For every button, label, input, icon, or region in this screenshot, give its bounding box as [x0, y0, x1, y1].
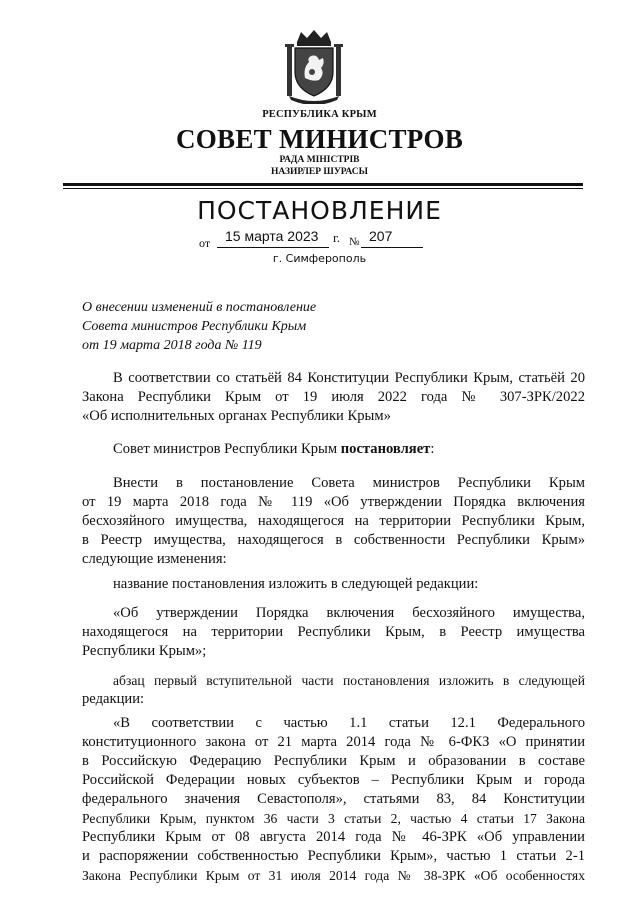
header-rule-thick	[63, 183, 583, 186]
document-city: г. Симферополь	[272, 252, 367, 265]
text-line: В соответствии со статьёй 84 Конституции Республики Крым, статьёй 20	[113, 370, 585, 386]
header-rule-thin	[63, 188, 583, 189]
text-line	[82, 440, 585, 459]
text-line: редакции:	[82, 691, 145, 707]
subject-line: Совета министров Республики Крым	[82, 319, 307, 334]
text-line: от 19 марта 2018 года № 119 «Об утверждении Порядка включения	[82, 494, 585, 510]
text-line: конституционного закона от 21 марта 2014 года № 6-ФКЗ «О принятии	[82, 734, 585, 750]
text-line: Внести в постановление Совета министров Республики Крым	[113, 475, 585, 491]
intro-paragraph	[82, 474, 585, 569]
decree-text: Совет министров Республики Крым	[113, 441, 341, 457]
text-line: «Об исполнительных органах Республики Крым»	[82, 408, 391, 424]
text-line: название постановления изложить в следующей редакции:	[113, 576, 479, 592]
text-line: и распоряжении собственностью Республики Крым», частью 1 статьи 2-1	[82, 848, 585, 864]
document-subject	[82, 298, 402, 355]
number-sign: №	[349, 236, 360, 248]
text-line: в Российскую Федерацию Республики Крым и образовании в составе	[82, 753, 585, 769]
item1-quote-paragraph	[82, 604, 585, 661]
council-title-ua: РАДА МІНІСТРІВ	[279, 155, 360, 165]
document-date: 15 марта 2023	[225, 228, 319, 244]
document-number: 207	[369, 228, 393, 244]
date-underline	[217, 247, 329, 248]
republic-name: РЕСПУБЛИКА КРЫМ	[262, 109, 377, 120]
text-line: Республики Крым»;	[82, 643, 207, 659]
text-line: Республики Крым, пунктом 36 части 3 статьи 2, частью 4 статьи 17 Закона	[82, 811, 585, 826]
text-line: абзац первый вступительной части постановления изложить в следующей	[113, 673, 585, 688]
date-prefix: от	[199, 236, 211, 250]
text-line: Закона Республики Крым от 19 июля 2022 года № 307-ЗРК/2022	[82, 389, 585, 405]
year-suffix: г.	[333, 230, 341, 245]
text-line: «Об утверждении Порядка включения бесхозяйного имущества,	[113, 605, 585, 621]
text-line: «В соответствии с частью 1.1 статьи 12.1 Федерального	[113, 715, 585, 731]
subject-line: от 19 марта 2018 года № 119	[82, 338, 262, 353]
item1-paragraph	[82, 575, 585, 594]
number-underline	[361, 247, 423, 248]
preamble-paragraph	[82, 369, 585, 426]
text-line: бесхозяйного имущества, находящегося на территории Республики Крым,	[82, 513, 585, 529]
text-line: находящегося на территории Республики Крым, в Реестр имущества	[82, 624, 585, 640]
decree-colon: :	[430, 441, 435, 457]
item2-quote-paragraph	[82, 714, 585, 885]
document-type: ПОСТАНОВЛЕНИЕ	[197, 196, 442, 225]
council-title-crh: НАЗИРЛЕР ШУРАСЫ	[271, 167, 368, 177]
council-title: СОВЕТ МИНИСТРОВ	[175, 124, 464, 154]
crimea-coat-of-arms-icon	[283, 28, 345, 104]
date-number-row	[199, 228, 429, 250]
item2-paragraph	[82, 671, 585, 709]
text-line: Закона Республики Крым от 31 июля 2014 года № 38-ЗРК «Об особенностях	[82, 868, 585, 883]
text-line: следующие изменения:	[82, 551, 227, 567]
text-line: Российской Федерации новых субъектов – Республики Крым и города	[82, 772, 585, 788]
text-line: федерального значения Севастополя», статьями 83, 84 Конституции	[82, 791, 585, 807]
text-line: в Реестр имущества, находящегося в собственности Республики Крым»	[82, 532, 585, 548]
decree-bold: постановляет	[340, 441, 431, 457]
decree-paragraph	[82, 440, 585, 459]
subject-line: О внесении изменений в постановление	[82, 300, 317, 315]
text-line: Республики Крым от 08 августа 2014 года № 46-ЗРК «Об управлении	[82, 829, 585, 845]
